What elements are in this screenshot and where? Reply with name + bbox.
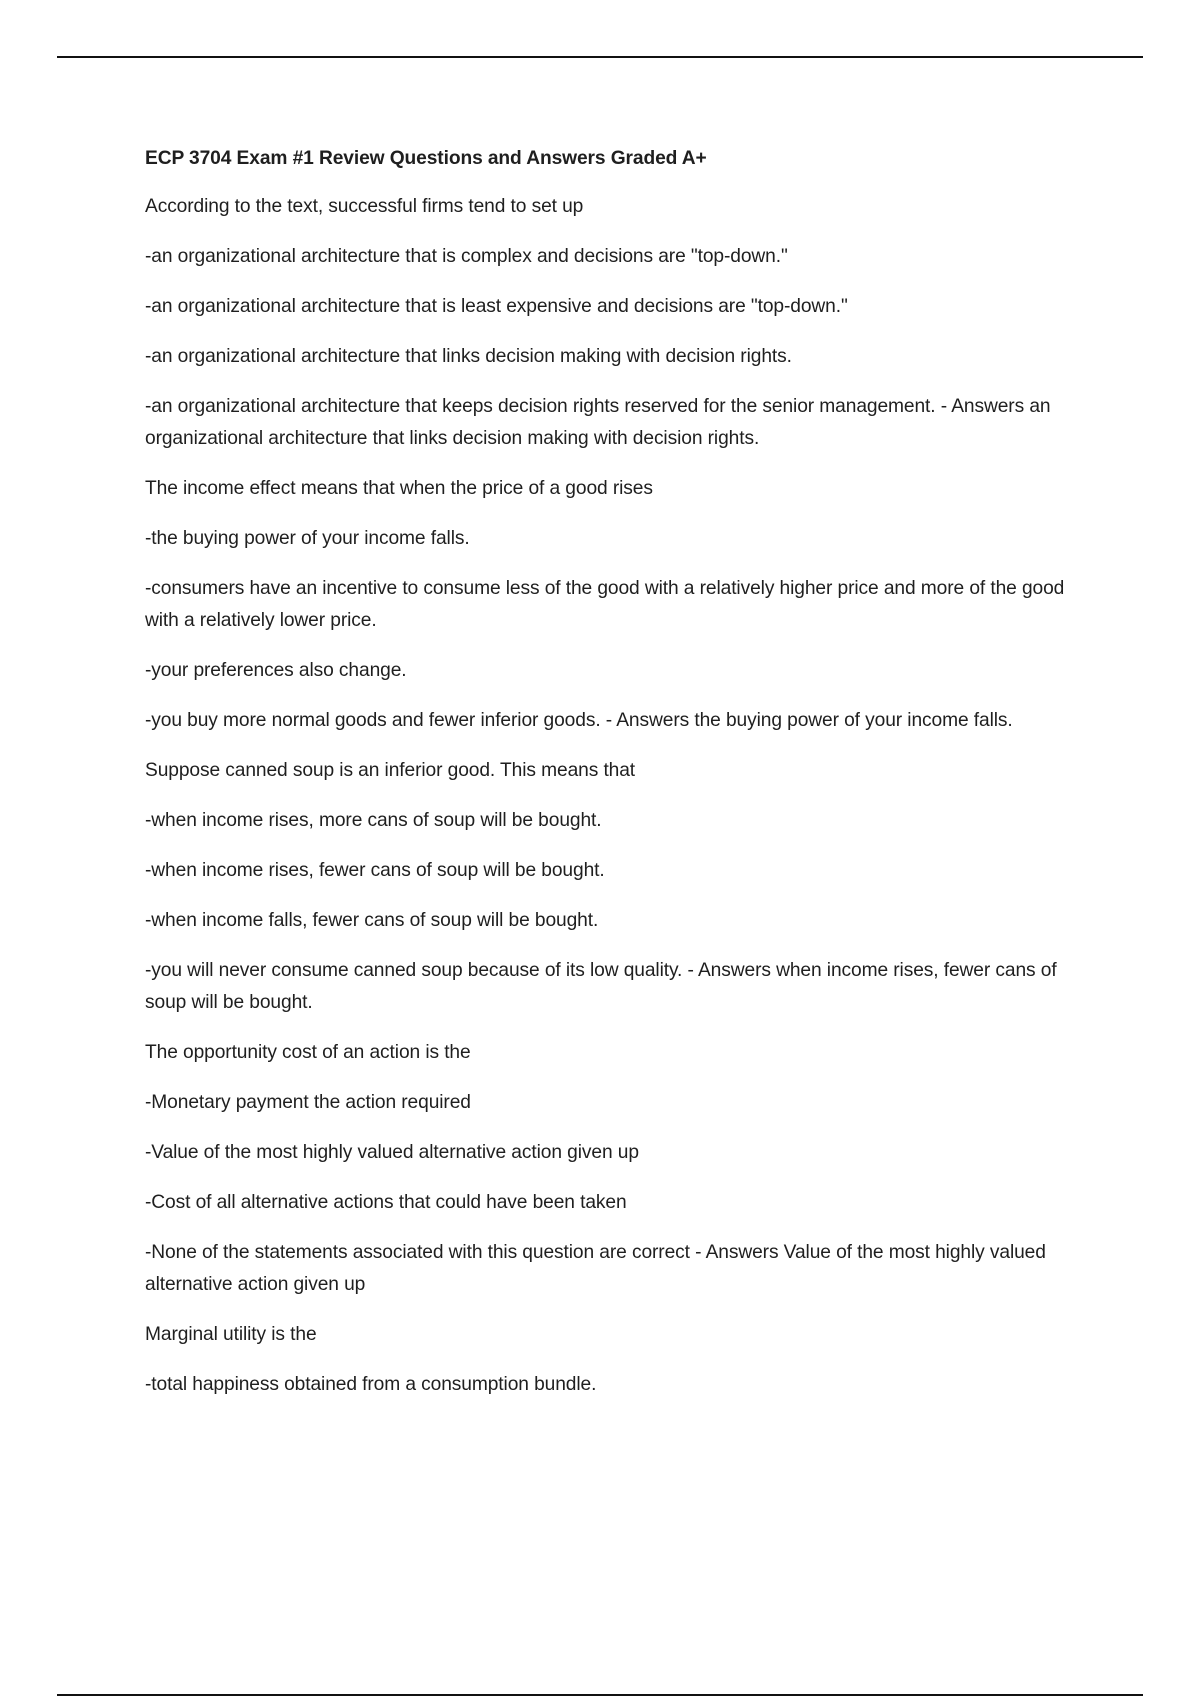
question-3-option-c: -when income falls, fewer cans of soup will be bought. <box>145 910 599 931</box>
question-3-option-a: -when income rises, more cans of soup will be bought. <box>145 810 602 831</box>
question-3-option-d-answer: -you will never consume canned soup because of its low quality. - Answers when income rises, fewer cans of soup will be bought. <box>145 960 1057 1013</box>
question-2-option-b: -consumers have an incentive to consume less of the good with a relatively higher price and more of the good with a relatively lower price. <box>145 578 1065 631</box>
document-title: ECP 3704 Exam #1 Review Questions and Answers Graded A+ <box>145 148 707 169</box>
question-1-option-b: -an organizational architecture that is least expensive and decisions are "top-down." <box>145 296 848 317</box>
document-body <box>145 143 1090 1419</box>
question-2-option-a: -the buying power of your income falls. <box>145 528 470 549</box>
footer-rule <box>57 1694 1143 1696</box>
question-2-option-c: -your preferences also change. <box>145 660 407 681</box>
question-1-option-a: -an organizational architecture that is complex and decisions are "top-down." <box>145 246 788 267</box>
question-5-option-a: -total happiness obtained from a consumption bundle. <box>145 1374 597 1395</box>
question-1-option-c: -an organizational architecture that links decision making with decision rights. <box>145 346 792 367</box>
question-4-stem: The opportunity cost of an action is the <box>145 1042 471 1063</box>
question-2-option-d-answer: -you buy more normal goods and fewer inferior goods. - Answers the buying power of your income falls. <box>145 710 1013 731</box>
question-2-stem: The income effect means that when the price of a good rises <box>145 478 653 499</box>
question-1-option-d-answer: -an organizational architecture that keeps decision rights reserved for the senior management. - Answers an organizational architecture that links decision making with decision rights. <box>145 396 1051 449</box>
question-4-option-c: -Cost of all alternative actions that could have been taken <box>145 1192 627 1213</box>
question-3-stem: Suppose canned soup is an inferior good. This means that <box>145 760 636 781</box>
question-3-option-b: -when income rises, fewer cans of soup will be bought. <box>145 860 605 881</box>
question-1-stem: According to the text, successful firms tend to set up <box>145 196 584 217</box>
question-4-option-d-answer: -None of the statements associated with this question are correct - Answers Value of the most highly valued alternative action given up <box>145 1242 1046 1295</box>
question-4-option-b: -Value of the most highly valued alternative action given up <box>145 1142 639 1163</box>
question-5-stem: Marginal utility is the <box>145 1324 317 1345</box>
question-4-option-a: -Monetary payment the action required <box>145 1092 471 1113</box>
header-rule <box>57 56 1143 58</box>
